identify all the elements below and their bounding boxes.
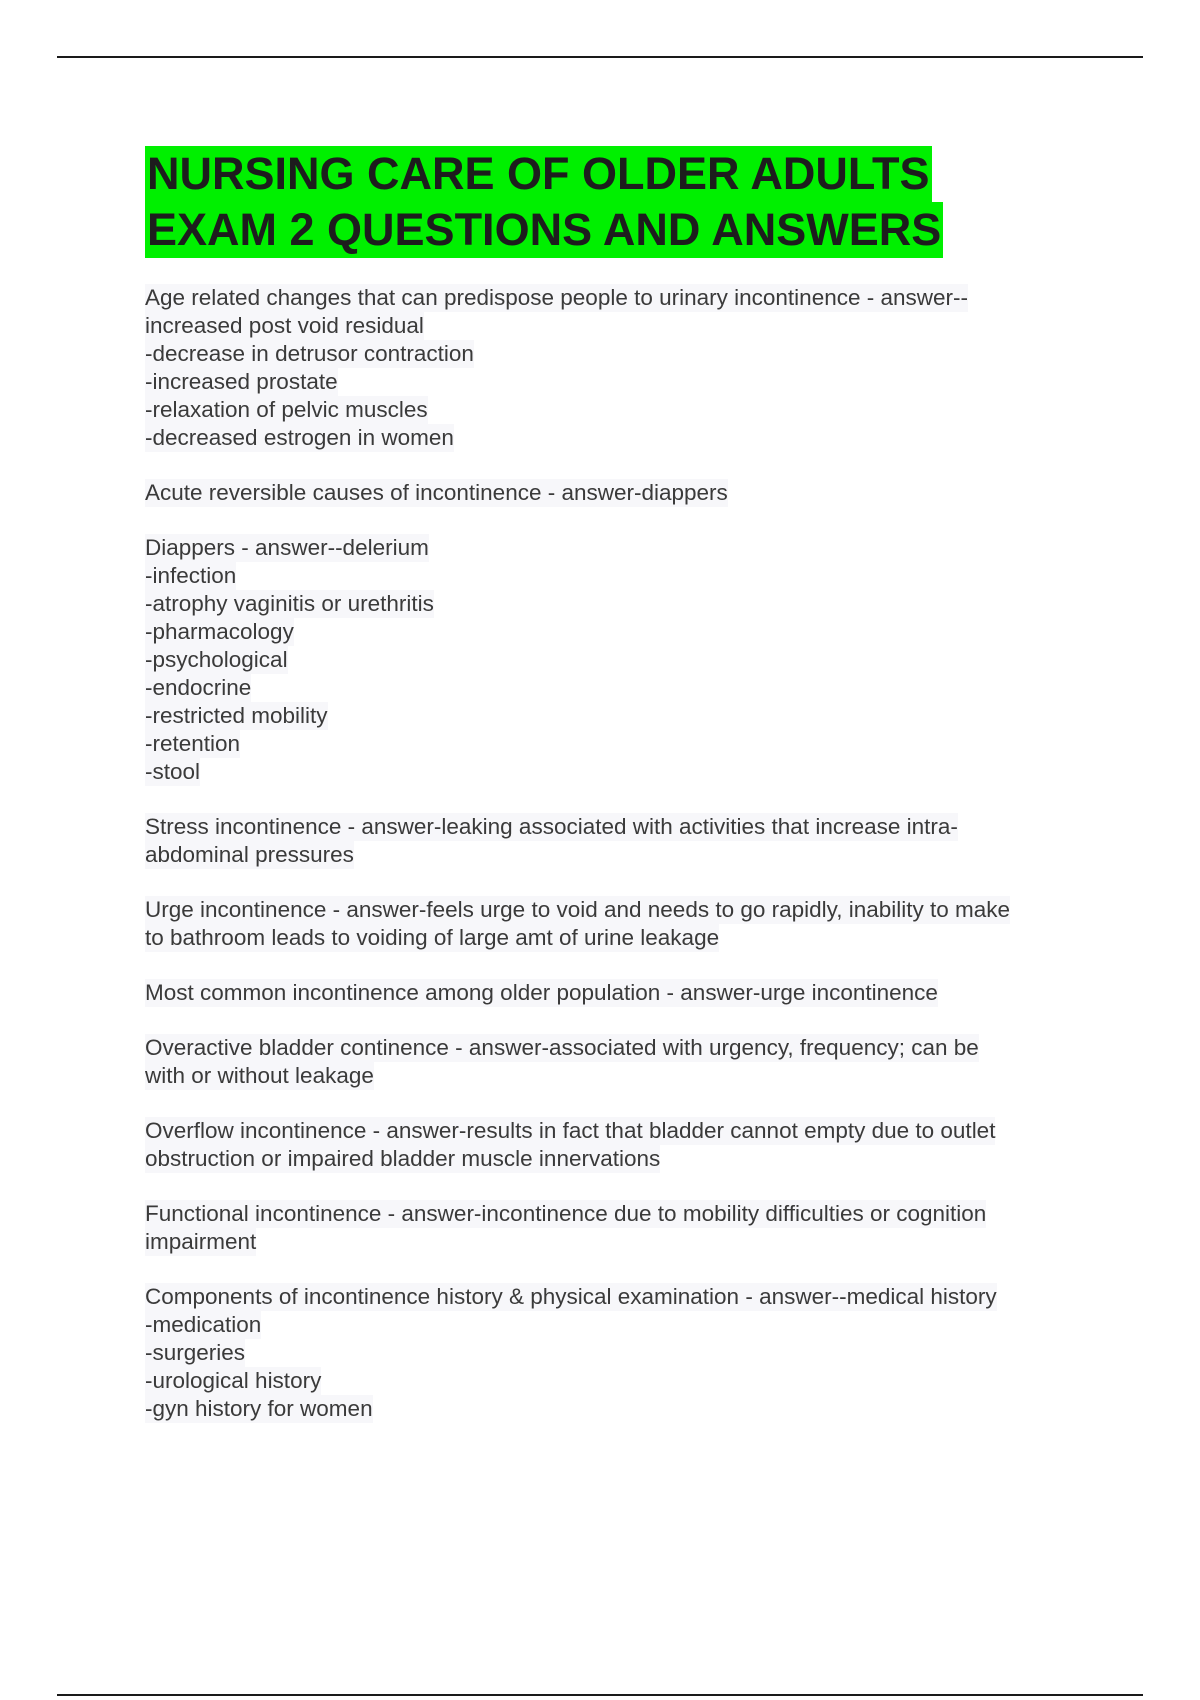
qa-entry-line: -decrease in detrusor contraction xyxy=(145,341,474,366)
qa-entry-line: -surgeries xyxy=(145,1340,246,1365)
qa-entry xyxy=(145,1200,1085,1256)
qa-entry xyxy=(145,1117,1085,1173)
qa-entry-question: Overflow incontinence - answer-results in fact that bladder cannot empty due to outlet xyxy=(145,1118,996,1143)
qa-entry-line: -increased prostate xyxy=(145,369,338,394)
qa-entry-question: Diappers - answer--delerium xyxy=(145,535,429,560)
qa-entry xyxy=(145,1283,1085,1423)
qa-entry xyxy=(145,534,1085,786)
qa-entry-line: -infection xyxy=(145,563,237,588)
qa-entry-question: Functional incontinence - answer-incontinence due to mobility difficulties or cognition xyxy=(145,1201,987,1226)
page-bottom-rule xyxy=(57,1694,1143,1696)
qa-entry xyxy=(145,284,1085,452)
qa-entry-question: Components of incontinence history & physical examination - answer--medical history xyxy=(145,1284,997,1309)
qa-entry xyxy=(145,896,1085,952)
document-title xyxy=(145,146,1085,258)
qa-entry-line: -retention xyxy=(145,731,241,756)
qa-entry-line: abdominal pressures xyxy=(145,842,354,867)
title-line-2: EXAM 2 QUESTIONS AND ANSWERS xyxy=(145,202,943,258)
qa-entry-question: Urge incontinence - answer-feels urge to void and needs to go rapidly, inability to make xyxy=(145,897,1011,922)
qa-entry-question: Most common incontinence among older population - answer-urge incontinence xyxy=(145,980,938,1005)
qa-entries xyxy=(145,284,1085,1423)
qa-entry-question: Overactive bladder continence - answer-associated with urgency, frequency; can be xyxy=(145,1035,979,1060)
qa-entry-line: -endocrine xyxy=(145,675,252,700)
qa-entry-line: with or without leakage xyxy=(145,1063,374,1088)
qa-entry-line: to bathroom leads to voiding of large amt of urine leakage xyxy=(145,925,720,950)
qa-entry-line: -pharmacology xyxy=(145,619,294,644)
qa-entry xyxy=(145,979,1085,1007)
qa-entry xyxy=(145,479,1085,507)
qa-entry-line: increased post void residual xyxy=(145,313,424,338)
qa-entry-line: -decreased estrogen in women xyxy=(145,425,454,450)
qa-entry-line: -atrophy vaginitis or urethritis xyxy=(145,591,434,616)
qa-entry-question: Age related changes that can predispose people to urinary incontinence - answer-- xyxy=(145,285,968,310)
qa-entry xyxy=(145,813,1085,869)
qa-entry-line: obstruction or impaired bladder muscle innervations xyxy=(145,1146,661,1171)
title-line-1: NURSING CARE OF OLDER ADULTS xyxy=(145,146,932,202)
qa-entry-line: impairment xyxy=(145,1229,257,1254)
qa-entry-line: -stool xyxy=(145,759,201,784)
page-top-rule xyxy=(57,56,1143,58)
document-body xyxy=(145,146,1085,1450)
qa-entry-line: -medication xyxy=(145,1312,262,1337)
qa-entry-line: -restricted mobility xyxy=(145,703,328,728)
qa-entry-line: -psychological xyxy=(145,647,288,672)
qa-entry-line: -urological history xyxy=(145,1368,322,1393)
qa-entry-line: -gyn history for women xyxy=(145,1396,373,1421)
qa-entry-line: -relaxation of pelvic muscles xyxy=(145,397,428,422)
qa-entry-question: Stress incontinence - answer-leaking associated with activities that increase intra- xyxy=(145,814,958,839)
qa-entry xyxy=(145,1034,1085,1090)
qa-entry-question: Acute reversible causes of incontinence - answer-diappers xyxy=(145,480,728,505)
